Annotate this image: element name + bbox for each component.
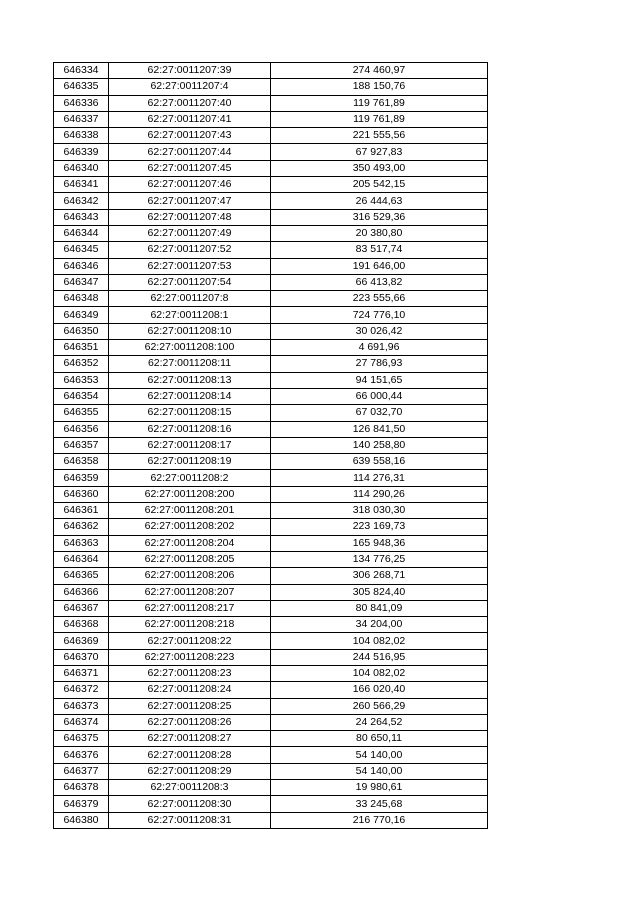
cadastral-number-cell: 62:27:0011208:15: [109, 405, 271, 421]
table-row: [54, 633, 488, 649]
row-number-cell: 646349: [54, 307, 109, 323]
cadastral-number-cell: 62:27:0011208:204: [109, 535, 271, 551]
row-number-cell: 646336: [54, 95, 109, 111]
value-cell: 724 776,10: [271, 307, 488, 323]
value-cell: 191 646,00: [271, 258, 488, 274]
row-number-cell: 646362: [54, 519, 109, 535]
cadastral-number-cell: 62:27:0011207:39: [109, 63, 271, 79]
row-number-cell: 646352: [54, 356, 109, 372]
value-cell: 20 380,80: [271, 225, 488, 241]
row-number-cell: 646350: [54, 323, 109, 339]
value-cell: 165 948,36: [271, 535, 488, 551]
table-row: [54, 470, 488, 486]
cadastral-number-cell: 62:27:0011207:43: [109, 128, 271, 144]
value-cell: 140 258,80: [271, 437, 488, 453]
table-row: [54, 225, 488, 241]
cadastral-number-cell: 62:27:0011208:200: [109, 486, 271, 502]
table-row: [54, 372, 488, 388]
value-cell: 639 558,16: [271, 454, 488, 470]
table-row: [54, 193, 488, 209]
value-cell: 27 786,93: [271, 356, 488, 372]
cadastral-number-cell: 62:27:0011208:28: [109, 747, 271, 763]
value-cell: 244 516,95: [271, 649, 488, 665]
table-row: [54, 79, 488, 95]
cadastral-number-cell: 62:27:0011208:217: [109, 600, 271, 616]
cadastral-number-cell: 62:27:0011208:11: [109, 356, 271, 372]
row-number-cell: 646337: [54, 111, 109, 127]
table-row: [54, 95, 488, 111]
value-cell: 54 140,00: [271, 763, 488, 779]
row-number-cell: 646370: [54, 649, 109, 665]
row-number-cell: 646365: [54, 568, 109, 584]
value-cell: 188 150,76: [271, 79, 488, 95]
table-row: [54, 731, 488, 747]
row-number-cell: 646368: [54, 617, 109, 633]
value-cell: 104 082,02: [271, 665, 488, 681]
row-number-cell: 646341: [54, 177, 109, 193]
table-row: [54, 796, 488, 812]
row-number-cell: 646360: [54, 486, 109, 502]
row-number-cell: 646375: [54, 731, 109, 747]
value-cell: 83 517,74: [271, 242, 488, 258]
table-row: [54, 454, 488, 470]
value-cell: 4 691,96: [271, 340, 488, 356]
table-row: [54, 209, 488, 225]
table-row: [54, 780, 488, 796]
cadastral-number-cell: 62:27:0011207:52: [109, 242, 271, 258]
row-number-cell: 646334: [54, 63, 109, 79]
cadastral-number-cell: 62:27:0011208:17: [109, 437, 271, 453]
value-cell: 104 082,02: [271, 633, 488, 649]
value-cell: 34 204,00: [271, 617, 488, 633]
cadastral-number-cell: 62:27:0011208:27: [109, 731, 271, 747]
value-cell: 274 460,97: [271, 63, 488, 79]
row-number-cell: 646379: [54, 796, 109, 812]
value-cell: 66 000,44: [271, 388, 488, 404]
row-number-cell: 646342: [54, 193, 109, 209]
row-number-cell: 646380: [54, 812, 109, 828]
value-cell: 205 542,15: [271, 177, 488, 193]
cadastral-number-cell: 62:27:0011208:100: [109, 340, 271, 356]
row-number-cell: 646343: [54, 209, 109, 225]
table-row: [54, 177, 488, 193]
table-row: [54, 698, 488, 714]
table-row: [54, 747, 488, 763]
cadastral-number-cell: 62:27:0011207:46: [109, 177, 271, 193]
row-number-cell: 646356: [54, 421, 109, 437]
table-row: [54, 356, 488, 372]
cadastral-number-cell: 62:27:0011208:206: [109, 568, 271, 584]
row-number-cell: 646361: [54, 503, 109, 519]
cadastral-number-cell: 62:27:0011208:13: [109, 372, 271, 388]
table-row: [54, 568, 488, 584]
value-cell: 221 555,56: [271, 128, 488, 144]
cadastral-number-cell: 62:27:0011208:201: [109, 503, 271, 519]
value-cell: 306 268,71: [271, 568, 488, 584]
cadastral-number-cell: 62:27:0011207:53: [109, 258, 271, 274]
value-cell: 67 927,83: [271, 144, 488, 160]
table-row: [54, 258, 488, 274]
value-cell: 80 650,11: [271, 731, 488, 747]
table-row: [54, 812, 488, 828]
table-row: [54, 388, 488, 404]
row-number-cell: 646359: [54, 470, 109, 486]
value-cell: 114 290,26: [271, 486, 488, 502]
table-row: [54, 763, 488, 779]
cadastral-number-cell: 62:27:0011207:4: [109, 79, 271, 95]
table-row: [54, 405, 488, 421]
cadastral-number-cell: 62:27:0011207:54: [109, 274, 271, 290]
cadastral-number-cell: 62:27:0011207:8: [109, 291, 271, 307]
value-cell: 19 980,61: [271, 780, 488, 796]
cadastral-value-table: [53, 62, 488, 829]
row-number-cell: 646366: [54, 584, 109, 600]
value-cell: 30 026,42: [271, 323, 488, 339]
row-number-cell: 646345: [54, 242, 109, 258]
row-number-cell: 646377: [54, 763, 109, 779]
cadastral-number-cell: 62:27:0011208:19: [109, 454, 271, 470]
value-cell: 66 413,82: [271, 274, 488, 290]
value-cell: 26 444,63: [271, 193, 488, 209]
table-row: [54, 274, 488, 290]
value-cell: 223 555,66: [271, 291, 488, 307]
row-number-cell: 646353: [54, 372, 109, 388]
value-cell: 350 493,00: [271, 160, 488, 176]
row-number-cell: 646378: [54, 780, 109, 796]
cadastral-number-cell: 62:27:0011208:26: [109, 714, 271, 730]
cadastral-number-cell: 62:27:0011208:31: [109, 812, 271, 828]
row-number-cell: 646374: [54, 714, 109, 730]
cadastral-number-cell: 62:27:0011208:218: [109, 617, 271, 633]
row-number-cell: 646369: [54, 633, 109, 649]
table-row: [54, 63, 488, 79]
row-number-cell: 646373: [54, 698, 109, 714]
cadastral-number-cell: 62:27:0011208:16: [109, 421, 271, 437]
row-number-cell: 646339: [54, 144, 109, 160]
row-number-cell: 646344: [54, 225, 109, 241]
table-row: [54, 323, 488, 339]
cadastral-number-cell: 62:27:0011208:23: [109, 665, 271, 681]
row-number-cell: 646348: [54, 291, 109, 307]
table-body: [54, 63, 488, 829]
value-cell: 223 169,73: [271, 519, 488, 535]
table-row: [54, 519, 488, 535]
cadastral-number-cell: 62:27:0011207:45: [109, 160, 271, 176]
row-number-cell: 646364: [54, 551, 109, 567]
table-row: [54, 486, 488, 502]
cadastral-number-cell: 62:27:0011208:202: [109, 519, 271, 535]
value-cell: 305 824,40: [271, 584, 488, 600]
cadastral-number-cell: 62:27:0011208:10: [109, 323, 271, 339]
table-row: [54, 160, 488, 176]
value-cell: 114 276,31: [271, 470, 488, 486]
table-row: [54, 665, 488, 681]
row-number-cell: 646340: [54, 160, 109, 176]
value-cell: 166 020,40: [271, 682, 488, 698]
table-row: [54, 421, 488, 437]
table-row: [54, 617, 488, 633]
table-row: [54, 340, 488, 356]
row-number-cell: 646363: [54, 535, 109, 551]
cadastral-number-cell: 62:27:0011208:1: [109, 307, 271, 323]
row-number-cell: 646347: [54, 274, 109, 290]
cadastral-number-cell: 62:27:0011207:41: [109, 111, 271, 127]
value-cell: 126 841,50: [271, 421, 488, 437]
cadastral-number-cell: 62:27:0011207:49: [109, 225, 271, 241]
value-cell: 119 761,89: [271, 111, 488, 127]
table-row: [54, 291, 488, 307]
table-row: [54, 437, 488, 453]
value-cell: 24 264,52: [271, 714, 488, 730]
cadastral-number-cell: 62:27:0011208:3: [109, 780, 271, 796]
cadastral-number-cell: 62:27:0011208:30: [109, 796, 271, 812]
row-number-cell: 646376: [54, 747, 109, 763]
row-number-cell: 646372: [54, 682, 109, 698]
row-number-cell: 646357: [54, 437, 109, 453]
table-row: [54, 535, 488, 551]
value-cell: 33 245,68: [271, 796, 488, 812]
cadastral-number-cell: 62:27:0011208:2: [109, 470, 271, 486]
value-cell: 80 841,09: [271, 600, 488, 616]
row-number-cell: 646358: [54, 454, 109, 470]
row-number-cell: 646371: [54, 665, 109, 681]
table-row: [54, 584, 488, 600]
table-row: [54, 111, 488, 127]
row-number-cell: 646335: [54, 79, 109, 95]
row-number-cell: 646338: [54, 128, 109, 144]
value-cell: 54 140,00: [271, 747, 488, 763]
table-row: [54, 714, 488, 730]
value-cell: 67 032,70: [271, 405, 488, 421]
row-number-cell: 646346: [54, 258, 109, 274]
cadastral-number-cell: 62:27:0011208:205: [109, 551, 271, 567]
table-row: [54, 242, 488, 258]
value-cell: 119 761,89: [271, 95, 488, 111]
cadastral-number-cell: 62:27:0011208:29: [109, 763, 271, 779]
cadastral-number-cell: 62:27:0011208:24: [109, 682, 271, 698]
value-cell: 316 529,36: [271, 209, 488, 225]
cadastral-number-cell: 62:27:0011208:22: [109, 633, 271, 649]
cadastral-number-cell: 62:27:0011208:14: [109, 388, 271, 404]
cadastral-number-cell: 62:27:0011207:40: [109, 95, 271, 111]
table-row: [54, 649, 488, 665]
cadastral-number-cell: 62:27:0011207:47: [109, 193, 271, 209]
table-row: [54, 144, 488, 160]
table-row: [54, 307, 488, 323]
table-row: [54, 600, 488, 616]
table-row: [54, 503, 488, 519]
cadastral-number-cell: 62:27:0011208:223: [109, 649, 271, 665]
value-cell: 134 776,25: [271, 551, 488, 567]
cadastral-number-cell: 62:27:0011208:207: [109, 584, 271, 600]
value-cell: 318 030,30: [271, 503, 488, 519]
table-row: [54, 551, 488, 567]
row-number-cell: 646354: [54, 388, 109, 404]
cadastral-number-cell: 62:27:0011207:44: [109, 144, 271, 160]
row-number-cell: 646355: [54, 405, 109, 421]
value-cell: 94 151,65: [271, 372, 488, 388]
cadastral-number-cell: 62:27:0011208:25: [109, 698, 271, 714]
row-number-cell: 646367: [54, 600, 109, 616]
cadastral-number-cell: 62:27:0011207:48: [109, 209, 271, 225]
row-number-cell: 646351: [54, 340, 109, 356]
value-cell: 216 770,16: [271, 812, 488, 828]
table-row: [54, 682, 488, 698]
value-cell: 260 566,29: [271, 698, 488, 714]
table-row: [54, 128, 488, 144]
